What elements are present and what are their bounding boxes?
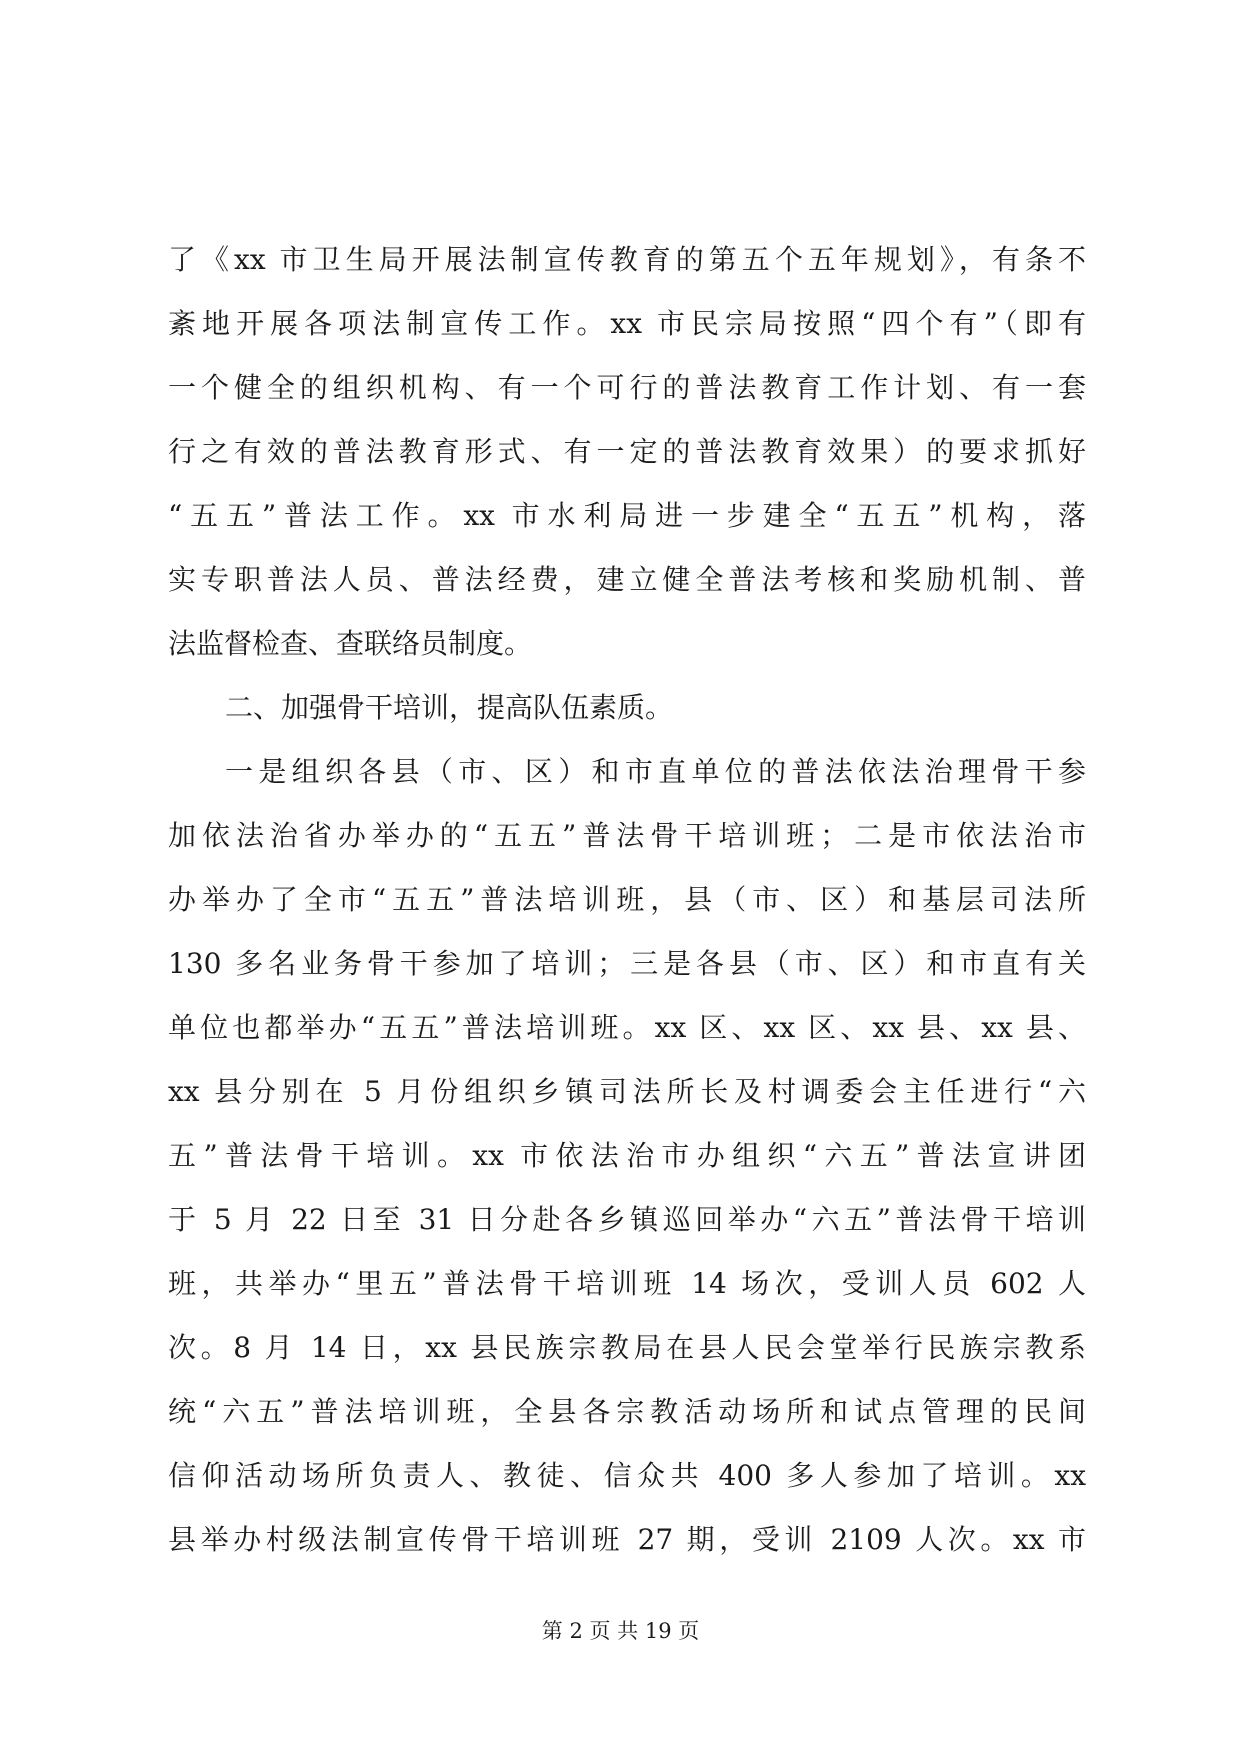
text-line: 了《xx 市卫生局开展法制宣传教育的第五个五年规划》，有条不 (168, 243, 1086, 276)
text-line: 班，共举办“里五”普法骨干培训班 14 场次，受训人员 602 人 (168, 1267, 1086, 1300)
text-line: 统“六五”普法培训班，全县各宗教活动场所和试点管理的民间 (168, 1395, 1086, 1428)
text-line: 130 多名业务骨干参加了培训；三是各县（市、区）和市直有关 (168, 947, 1086, 980)
text-line: 加依法治省办举办的“五五”普法骨干培训班；二是市依法治市 (168, 819, 1086, 852)
text-line: 于 5 月 22 日至 31 日分赴各乡镇巡回举办“六五”普法骨干培训 (168, 1203, 1086, 1236)
body-text (168, 228, 1086, 1572)
page-footer: 第 2 页 共 19 页 (541, 1619, 700, 1643)
text-line: 信仰活动场所负责人、教徒、信众共 400 多人参加了培训。xx (168, 1459, 1086, 1492)
text-line: 县举办村级法制宣传骨干培训班 27 期，受训 2109 人次。xx 市 (168, 1523, 1086, 1556)
text-line: 一是组织各县（市、区）和市直单位的普法依法治理骨干参 (225, 755, 1086, 788)
text-line: 实专职普法人员、普法经费，建立健全普法考核和奖励机制、普 (168, 563, 1086, 596)
text-line: 次。8 月 14 日，xx 县民族宗教局在县人民会堂举行民族宗教系 (168, 1331, 1086, 1364)
text-line: 紊地开展各项法制宣传工作。xx 市民宗局按照“四个有”（即有 (168, 307, 1086, 340)
text-line: 法监督检查、查联络员制度。 (168, 627, 533, 660)
text-line: 行之有效的普法教育形式、有一定的普法教育效果）的要求抓好 (168, 435, 1086, 468)
section-heading: 二、加强骨干培训，提高队伍素质。 (225, 691, 674, 724)
text-line: 一个健全的组织机构、有一个可行的普法教育工作计划、有一套 (168, 371, 1086, 404)
text-line: xx 县分别在 5 月份组织乡镇司法所长及村调委会主任进行“六 (168, 1075, 1086, 1108)
text-line: 单位也都举办“五五”普法培训班。xx 区、xx 区、xx 县、xx 县、 (168, 1011, 1086, 1044)
text-line: 办举办了全市“五五”普法培训班，县（市、区）和基层司法所 (168, 883, 1086, 916)
text-line: “五五”普法工作。xx 市水利局进一步建全“五五”机构，落 (168, 499, 1086, 532)
text-line: 五”普法骨干培训。xx 市依法治市办组织“六五”普法宣讲团 (168, 1139, 1086, 1172)
